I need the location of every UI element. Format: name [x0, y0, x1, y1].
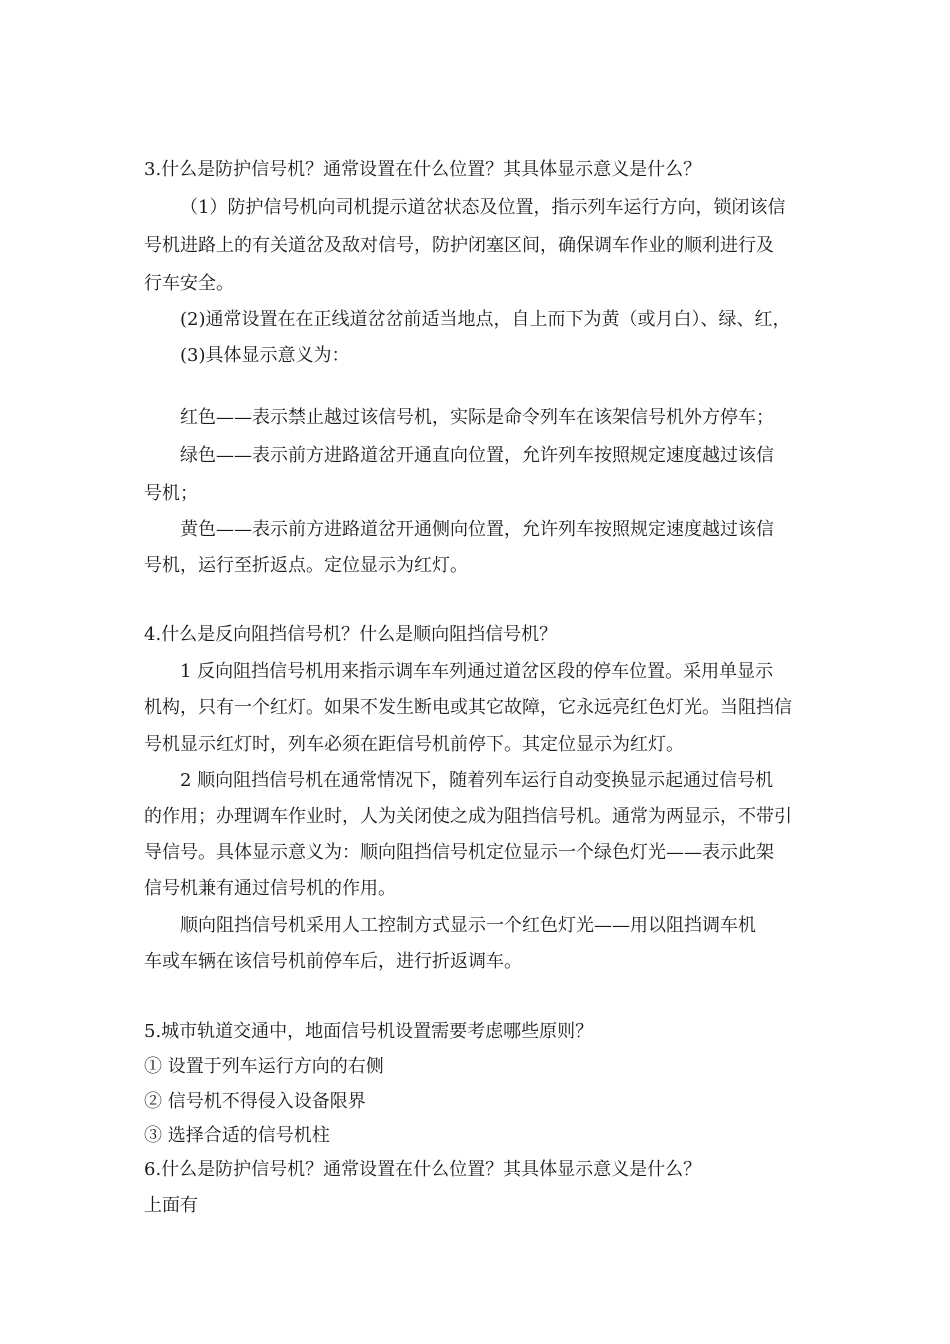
question-6-title: 6.什么是防护信号机？通常设置在什么位置？其具体显示意义是什么？ — [144, 1159, 702, 1180]
q4-paragraph-1-line: 号机显示红灯时，列车必须在距信号机前停下。其定位显示为红灯。 — [144, 734, 684, 755]
q3-green-meaning-line: 绿色——表示前方进路道岔开通直向位置，允许列车按照规定速度越过该信 — [180, 445, 774, 466]
q3-paragraph-2: (2)通常设置在在正线道岔岔前适当地点，自上而下为黄（或月白）、绿、红， — [180, 309, 791, 330]
q3-paragraph-1-line: 号机进路上的有关道岔及敌对信号，防护闭塞区间，确保调车作业的顺利进行及 — [144, 235, 774, 256]
q5-list-item: ③ 选择合适的信号机柱 — [144, 1125, 330, 1146]
q3-yellow-meaning-line: 黄色——表示前方进路道岔开通侧向位置，允许列车按照规定速度越过该信 — [180, 519, 774, 540]
question-3-title: 3.什么是防护信号机？通常设置在什么位置？其具体显示意义是什么？ — [144, 159, 702, 180]
q5-list-item: ① 设置于列车运行方向的右侧 — [144, 1056, 384, 1077]
q4-paragraph-2-line: 信号机兼有通过信号机的作用。 — [144, 878, 396, 899]
q4-paragraph-3-line: 顺向阻挡信号机采用人工控制方式显示一个红色灯光——用以阻挡调车机 — [180, 915, 756, 936]
q3-yellow-meaning-line: 号机，运行至折返点。定位显示为红灯。 — [144, 555, 468, 576]
question-4-title: 4.什么是反向阻挡信号机？什么是顺向阻挡信号机？ — [144, 624, 558, 645]
q4-paragraph-2-line: 2 顺向阻挡信号机在通常情况下，随着列车运行自动变换显示起通过信号机 — [180, 770, 774, 791]
q3-paragraph-1-line: 行车安全。 — [144, 273, 234, 294]
q3-paragraph-3: (3)具体显示意义为： — [180, 345, 350, 366]
q5-list-item: ② 信号机不得侵入设备限界 — [144, 1091, 366, 1112]
q4-paragraph-2-line: 的作用；办理调车作业时，人为关闭使之成为阻挡信号机。通常为两显示，不带引 — [144, 806, 792, 827]
q3-green-meaning-line: 号机； — [144, 483, 198, 504]
q4-paragraph-2-line: 导信号。具体显示意义为：顺向阻挡信号机定位显示一个绿色灯光——表示此架 — [144, 842, 774, 863]
q3-paragraph-1-line: （1）防护信号机向司机提示道岔状态及位置，指示列车运行方向，锁闭该信 — [180, 197, 786, 218]
q4-paragraph-1-line: 机构，只有一个红灯。如果不发生断电或其它故障，它永远亮红色灯光。当阻挡信 — [144, 697, 792, 718]
q4-paragraph-3-line: 车或车辆在该信号机前停车后，进行折返调车。 — [144, 951, 522, 972]
question-5-title: 5.城市轨道交通中，地面信号机设置需要考虑哪些原则？ — [144, 1021, 594, 1042]
q6-answer: 上面有 — [144, 1195, 198, 1216]
q4-paragraph-1-line: 1 反向阻挡信号机用来指示调车车列通过道岔区段的停车位置。采用单显示 — [180, 661, 774, 682]
q3-red-meaning: 红色——表示禁止越过该信号机，实际是命令列车在该架信号机外方停车； — [180, 407, 774, 428]
